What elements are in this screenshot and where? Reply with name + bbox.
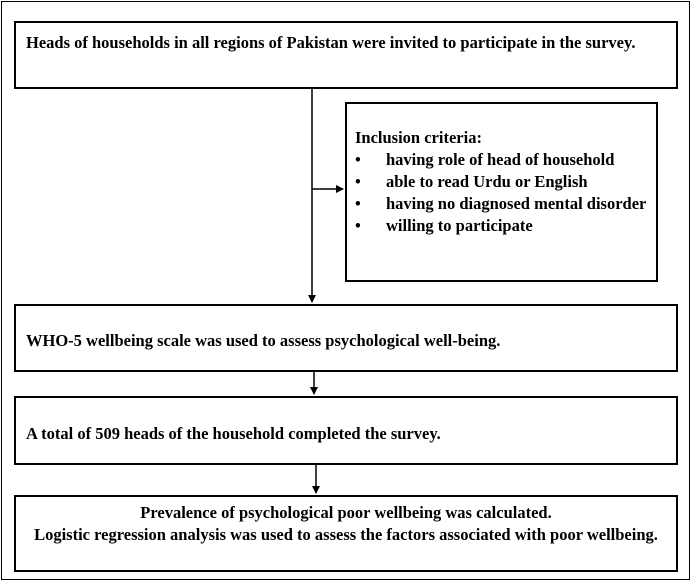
invitation-text: Heads of households in all regions of Pakistan were invited to participate in the survey.	[26, 33, 636, 52]
criterion-text: able to read Urdu or English	[386, 172, 588, 191]
assessment-text: WHO-5 wellbeing scale was used to assess psychological well-being.	[26, 331, 501, 350]
criterion-text: having no diagnosed mental disorder	[386, 194, 647, 213]
inclusion-criteria-title: Inclusion criteria:	[355, 128, 482, 147]
criterion-text: having role of head of household	[386, 150, 615, 169]
bullet-icon: •	[355, 194, 361, 213]
criterion-item	[355, 149, 648, 171]
bullet-icon: •	[355, 216, 361, 235]
criterion-item	[355, 193, 648, 215]
inclusion-criteria-box	[345, 102, 658, 282]
inclusion-criteria-list	[355, 149, 648, 237]
criterion-item	[355, 171, 648, 193]
invitation-box	[14, 21, 678, 89]
criterion-text: willing to participate	[386, 216, 533, 235]
completion-text: A total of 509 heads of the household completed the survey.	[26, 424, 441, 443]
criterion-item	[355, 215, 648, 237]
analysis-box	[14, 495, 678, 572]
bullet-icon: •	[355, 172, 361, 191]
completion-box	[14, 396, 678, 465]
assessment-box	[14, 304, 678, 372]
analysis-line-prevalence: Prevalence of psychological poor wellbeing was calculated.	[140, 503, 552, 522]
bullet-icon: •	[355, 150, 361, 169]
analysis-line-regression: Logistic regression analysis was used to assess the factors associated with poor wellbeing.	[34, 525, 658, 544]
